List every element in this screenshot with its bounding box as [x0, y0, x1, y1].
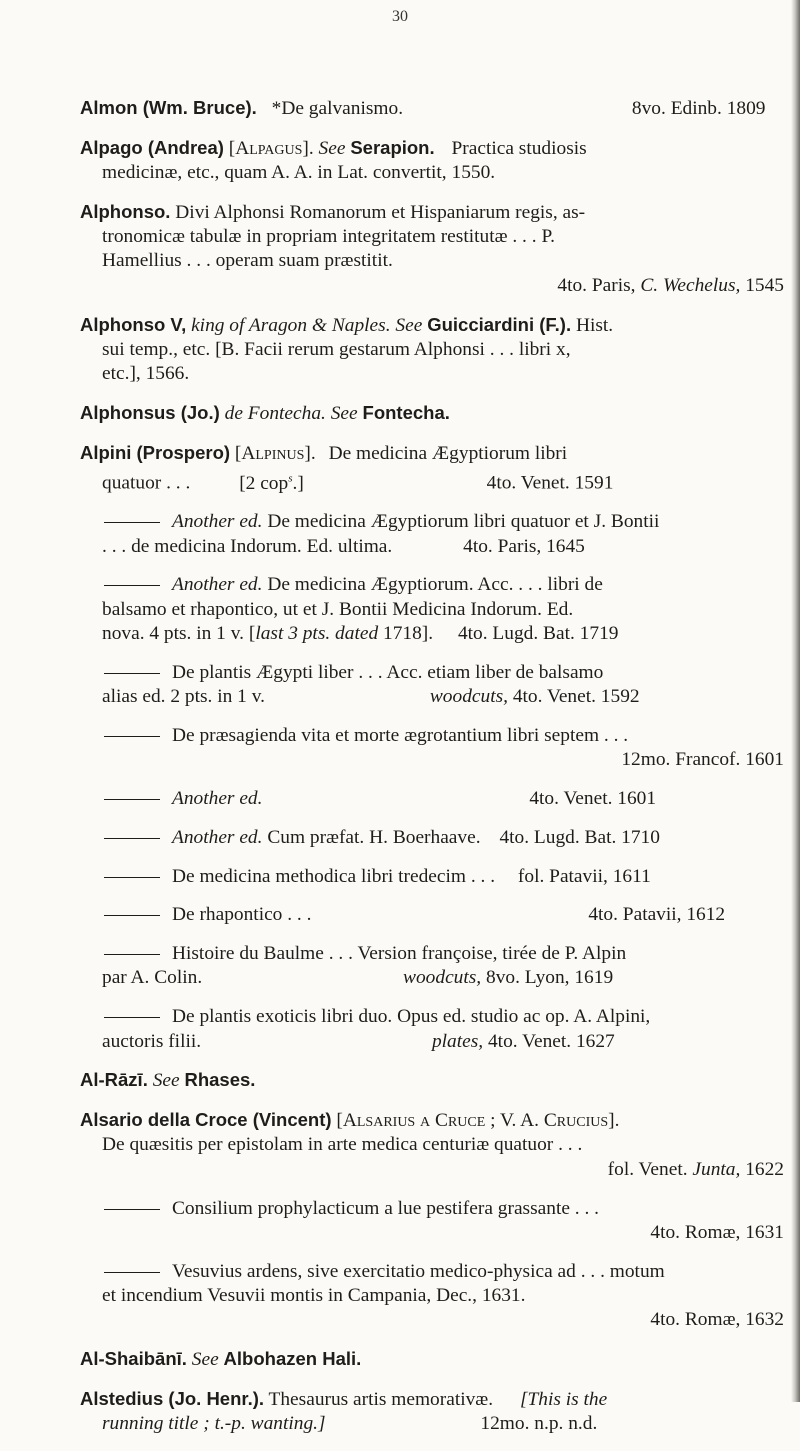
- see-label: See: [330, 402, 358, 424]
- entry-imprint: 4to. Venet. 1592: [512, 686, 640, 708]
- entry-heading: Alsario della Croce (Vincent): [80, 1109, 332, 1131]
- cross-reference: Rhases.: [184, 1069, 256, 1091]
- entry-imprint: 4to. Paris,: [557, 274, 636, 296]
- entry-heading: Al-Rāzī.: [80, 1069, 148, 1091]
- entry-text: nova. 4 pts. in 1 v. [: [102, 623, 256, 645]
- entry-alpini-8: [80, 865, 800, 889]
- ditto-dash: [104, 736, 160, 737]
- edition-label: Another ed.: [172, 574, 263, 596]
- entry-text: sui temp., etc. [B. Facii rerum gestarum Alphonsi . . . libri x,: [102, 338, 571, 360]
- entry-text: Hamellius . . . operam suam præstitit.: [102, 250, 393, 272]
- see-label: See: [152, 1070, 180, 1092]
- entry-title: Practica studiosis: [451, 137, 587, 159]
- entry-text: . . . de medicina Indorum. Ed. ultima.: [102, 535, 393, 557]
- entry-imprint: 4to. Patavii, 1612: [588, 904, 726, 926]
- ditto-dash: [104, 915, 160, 916]
- entry-imprint: fol. Patavii, 1611: [517, 865, 651, 887]
- entry-text: tronomicæ tabulæ in propriam integritatem restitutæ . . . P.: [102, 226, 555, 248]
- entry-imprint: 4to. Lugd. Bat. 1719: [457, 623, 619, 645]
- entry-printer: C. Wechelus,: [640, 274, 741, 296]
- entry-imprint: 8vo. Edinb. 1809: [631, 98, 766, 119]
- entry-text: quatuor . . .: [102, 472, 191, 494]
- entry-text: balsamo et rhapontico, ut et J. Bontii Medicina Indorum. Ed.: [102, 598, 574, 620]
- entry-title: De medicina Ægyptiorum libri: [328, 442, 568, 464]
- entry-title: Hist.: [575, 314, 614, 336]
- entry-text: etc.], 1566.: [102, 363, 190, 385]
- see-label: See: [318, 137, 346, 159]
- entry-text: medicinæ, etc., quam A. A. in Lat. convertit, 1550.: [102, 162, 496, 184]
- entry-alpini-4: [80, 661, 800, 710]
- entry-alpini: [80, 441, 800, 496]
- cross-reference: Fontecha.: [362, 401, 450, 423]
- entry-alsario: [80, 1108, 800, 1182]
- entry-imprint: 8vo. Lyon, 1619: [486, 967, 614, 989]
- entry-text: et incendium Vesuvii montis in Campania, Dec., 1631.: [102, 1284, 526, 1306]
- entry-alpini-9: [80, 903, 800, 927]
- see-label: See: [395, 314, 423, 336]
- entry-title: De præsagienda vita et morte ægrotantium libri septem . . .: [172, 724, 629, 746]
- entry-imprint: 4to. Venet. 1591: [486, 472, 614, 494]
- entry-alpini-2: [80, 510, 800, 559]
- entry-alpini-6: [80, 787, 800, 811]
- entry-epithet: king of Aragon & Naples.: [191, 314, 391, 336]
- entry-text: par A. Colin.: [102, 967, 203, 989]
- entry-year: 1545: [745, 274, 784, 296]
- ditto-dash: [104, 799, 160, 800]
- entry-latin-name: [Alpinus].: [234, 442, 316, 464]
- entry-printer: Junta,: [692, 1158, 741, 1180]
- entry-title: De rhapontico . . .: [172, 904, 312, 926]
- entry-text: De quæsitis per epistolam in arte medica centuriæ quatuor . . .: [102, 1134, 583, 1156]
- page-number: 30: [392, 8, 408, 25]
- entry-heading: Alstedius (Jo. Henr.).: [80, 1387, 265, 1409]
- entry-heading: Alphonsus (Jo.): [80, 401, 220, 423]
- entry-alpini-3: [80, 573, 800, 646]
- copies-note: [2 cop$^s$.]: [239, 472, 304, 494]
- entry-title: Divi Alphonsi Romanorum et Hispaniarum regis, as-: [175, 201, 586, 223]
- entry-alpago: [80, 136, 800, 186]
- entry-title: Cum præfat. H. Boerhaave.: [267, 826, 481, 848]
- entry-alpini-7: [80, 826, 800, 850]
- entry-almon: [80, 96, 800, 121]
- entry-year: 1622: [745, 1158, 784, 1180]
- entry-heading: Alphonso.: [80, 200, 171, 222]
- entry-title: De plantis Ægypti liber . . . Acc. etiam liber de balsamo: [172, 661, 604, 683]
- entry-imprint: 4to. Romæ, 1632: [650, 1309, 784, 1331]
- entry-note: last 3 pts. dated: [255, 623, 379, 645]
- ditto-dash: [104, 838, 160, 839]
- entry-latin-name: [Alsarius a Cruce ; V. A. Crucius].: [336, 1110, 620, 1132]
- entry-epithet: de Fontecha.: [224, 402, 326, 424]
- entry-imprint: 12mo. Francof. 1601: [621, 749, 784, 771]
- entry-illustrations: plates,: [431, 1030, 484, 1052]
- entry-title: Thesaurus artis memorativæ.: [268, 1388, 494, 1410]
- entry-heading: Alpago (Andrea): [80, 136, 224, 158]
- entry-heading: Alphonso V,: [80, 313, 187, 335]
- entry-alsario-3: [80, 1260, 800, 1333]
- entry-note: running title ; t.-p. wanting.]: [102, 1413, 326, 1435]
- edition-label: Another ed.: [172, 511, 263, 533]
- cross-reference: Guicciardini (F.).: [427, 313, 572, 335]
- cross-reference: Serapion.: [350, 136, 435, 158]
- entry-alsario-2: [80, 1197, 800, 1246]
- entry-heading: Alpini (Prospero): [80, 441, 231, 463]
- entry-alphonso: [80, 200, 800, 298]
- entry-title: De medicina Ægyptiorum. Acc. . . . libri de: [267, 574, 603, 596]
- entry-alpini-5: [80, 724, 800, 773]
- entry-imprint: 4to. Lugd. Bat. 1710: [499, 826, 660, 848]
- see-label: See: [191, 1349, 219, 1371]
- entry-alphonsus: [80, 401, 800, 426]
- ditto-dash: [104, 585, 160, 586]
- entry-alpini-11: [80, 1005, 800, 1054]
- entry-heading: Al-Shaibānī.: [80, 1348, 187, 1370]
- entry-imprint: fol. Venet.: [607, 1158, 688, 1180]
- ditto-dash: [104, 954, 160, 955]
- ditto-dash: [104, 1209, 160, 1210]
- entry-title: Consilium prophylacticum a lue pestifera grassante . . .: [172, 1197, 600, 1219]
- entry-illustrations: woodcuts,: [429, 686, 508, 708]
- entry-imprint: 12mo. n.p. n.d.: [480, 1413, 598, 1435]
- edition-label: Another ed.: [172, 788, 263, 809]
- catalogue-entries: [80, 96, 800, 1451]
- entry-title: De medicina methodica libri tredecim . . .: [172, 865, 496, 887]
- entry-text: 1718].: [383, 623, 434, 645]
- entry-title: *De galvanismo.: [271, 98, 404, 119]
- entry-alstedius: [80, 1387, 800, 1437]
- entry-title: De medicina Ægyptiorum libri quatuor et J. Bontii: [267, 511, 660, 533]
- ditto-dash: [104, 1017, 160, 1018]
- entry-illustrations: woodcuts,: [403, 967, 482, 989]
- entry-imprint: 4to. Venet. 1601: [529, 788, 657, 809]
- entry-al-razi: [80, 1068, 800, 1093]
- entry-title: Histoire du Baulme . . . Version françoise, tirée de P. Alpin: [172, 943, 627, 965]
- entry-note: [This is the: [519, 1388, 608, 1410]
- entry-alphonso-v: [80, 313, 800, 387]
- ditto-dash: [104, 522, 160, 523]
- ditto-dash: [104, 877, 160, 878]
- entry-al-shaibani: [80, 1347, 800, 1372]
- entry-imprint: 4to. Venet. 1627: [487, 1030, 615, 1052]
- entry-imprint: 4to. Romæ, 1631: [650, 1221, 784, 1243]
- edition-label: Another ed.: [172, 826, 263, 848]
- entry-latin-name: [Alpagus].: [228, 137, 314, 159]
- entry-alpini-10: [80, 942, 800, 991]
- entry-title: De plantis exoticis libri duo. Opus ed. studio ac op. A. Alpini,: [172, 1006, 651, 1028]
- entry-title: Vesuvius ardens, sive exercitatio medico-physica ad . . . motum: [172, 1260, 665, 1282]
- entry-text: alias ed. 2 pts. in 1 v.: [102, 686, 266, 708]
- entry-heading: Almon (Wm. Bruce).: [80, 97, 257, 118]
- entry-imprint: 4to. Paris, 1645: [463, 535, 585, 557]
- ditto-dash: [104, 673, 160, 674]
- cross-reference: Albohazen Hali.: [223, 1348, 362, 1370]
- ditto-dash: [104, 1272, 160, 1273]
- entry-text: auctoris filii.: [102, 1030, 202, 1052]
